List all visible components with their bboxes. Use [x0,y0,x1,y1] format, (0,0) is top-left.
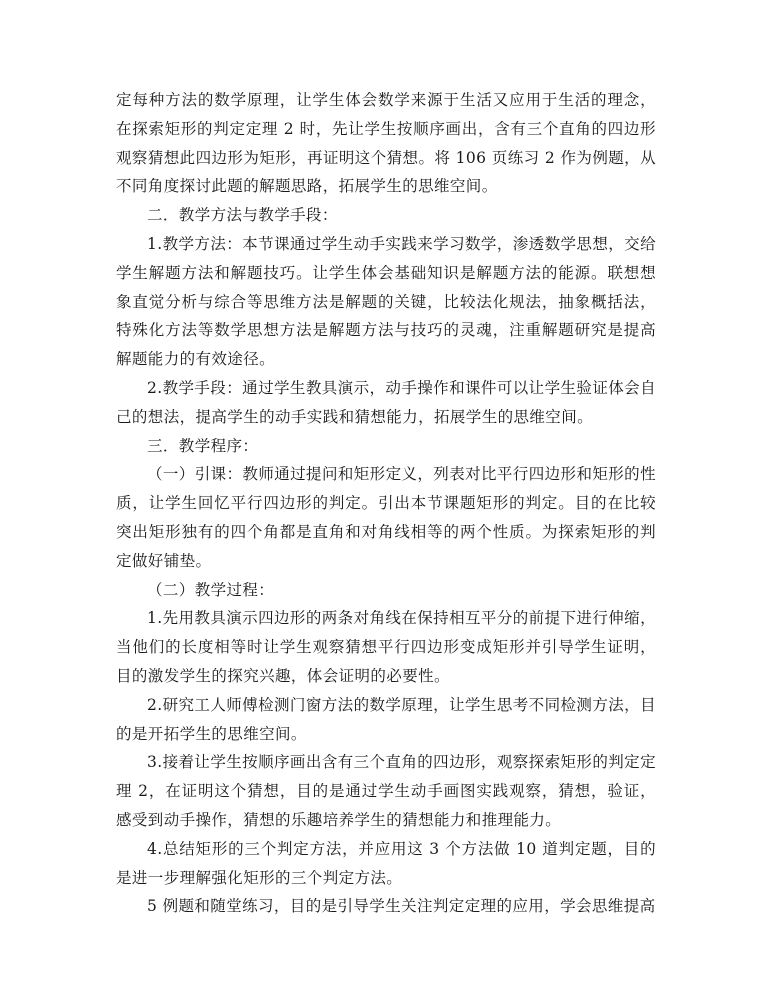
paragraph-step-5: 5 例题和随堂练习，目的是引导学生关注判定定理的应用，学会思维提高 [147,897,656,916]
paragraph-step-2: 2.研究工人师傅检测门窗方法的数学原理，让学生思考不同检测方法，目的是开拓学生的思维空间。 [116,695,656,743]
paragraph-teaching-method: 1.教学方法：本节课通过学生动手实践来学习数学，渗透数学思想，交给学生解题方法和解题技巧。让学生体会基础知识是解题方法的能源。联想想象直觉分析与综合等思维方法是解题的关键，比较法化规法，抽象概括法，特殊化方法等数学思想方法是解题方法与技巧的灵魂，注重解题研究是提高解题能力的有效途径。 [116,234,656,369]
paragraph-step-3: 3.接着让学生按顺序画出含有三个直角的四边形，观察探索矩形的判定定理 2，在证明这个猜想，目的是通过学生动手画图实践观察，猜想，验证，感受到动手操作，猜想的乐趣培养学生的猜想能力和推理能力。 [116,753,656,829]
paragraph-introduction: （一）引课：教师通过提问和矩形定义，列表对比平行四边形和矩形的性质，让学生回忆平行四边形的判定。引出本节课题矩形的判定。目的在比较突出矩形独有的四个角都是直角和对角线相等的两个性质。为探索矩形的判定做好铺垫。 [116,465,656,570]
paragraph-teaching-means: 2.教学手段：通过学生教具演示，动手操作和课件可以让学生验证体会自己的想法，提高学生的动手实践和猜想能力，拓展学生的思维空间。 [116,378,656,426]
subheading-teaching-process: （二）教学过程： [147,580,275,599]
document-body [116,86,656,921]
paragraph-1: 定每种方法的数学原理，让学生体会数学来源于生活又应用于生活的理念，在探索矩形的判定定理 2 时，先让学生按顺序画出，含有三个直角的四边形观察猜想此四边形为矩形，再证明这个猜想。将 106 页练习 2 作为例题，从不同角度探讨此题的解题思路，拓展学生的思维空间。 [116,91,656,196]
paragraph-step-4: 4.总结矩形的三个判定方法，并应用这 3 个方法做 10 道判定题，目的是进一步理解强化矩形的三个判定方法。 [116,839,656,887]
section-heading-methods: 二．教学方法与教学手段： [147,206,338,225]
paragraph-step-1: 1.先用教具演示四边形的两条对角线在保持相互平分的前提下进行伸缩，当他们的长度相等时让学生观察猜想平行四边形变成矩形并引导学生证明，目的激发学生的探究兴趣，体会证明的必要性。 [116,609,656,685]
section-heading-procedure: 三．教学程序： [147,436,259,455]
